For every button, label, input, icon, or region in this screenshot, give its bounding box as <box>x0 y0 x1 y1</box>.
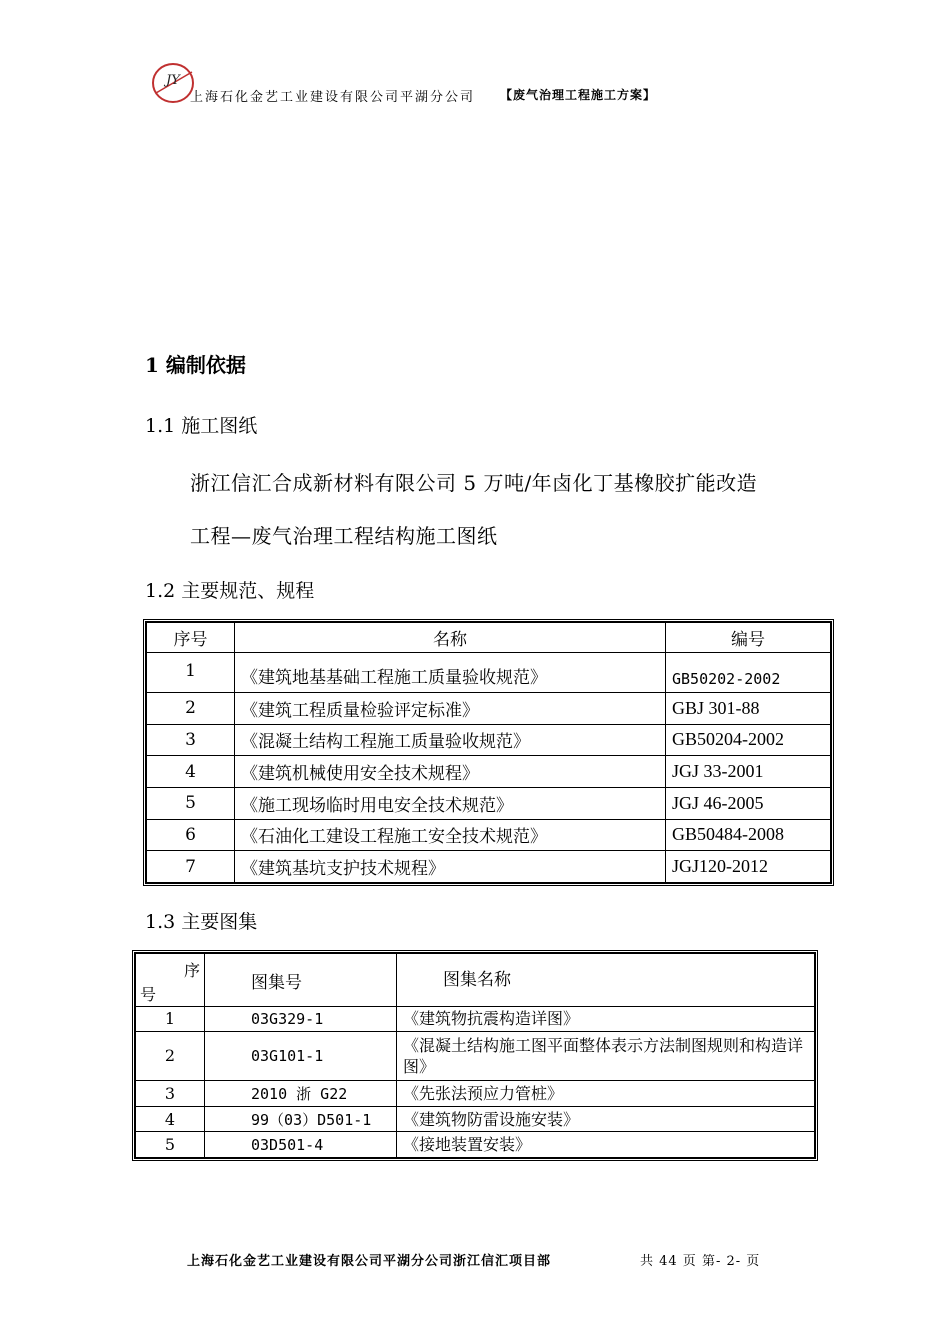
row-code: GB50484-2008 <box>666 819 831 851</box>
table-row <box>147 787 831 819</box>
table-row <box>147 724 831 756</box>
table-header-row <box>136 954 815 1007</box>
row-seq: 2 <box>147 693 235 725</box>
row-atlas-name: 《接地装置安装》 <box>397 1132 815 1158</box>
header-doc-title: 【废气治理工程施工方案】 <box>500 88 657 102</box>
row-name: 《建筑工程质量检验评定标准》 <box>235 693 666 725</box>
row-seq: 5 <box>147 787 235 819</box>
row-seq: 4 <box>147 756 235 788</box>
table-row <box>136 1031 815 1081</box>
section-heading: 1 编制依据 <box>145 353 246 377</box>
col-header-name: 名称 <box>235 623 666 653</box>
header-company: 上海石化金艺工业建设有限公司平湖分公司 <box>190 90 476 105</box>
table-row <box>147 693 831 725</box>
table-row <box>136 1081 815 1107</box>
subsection-heading-1-2: 1.2 主要规范、规程 <box>145 580 315 602</box>
row-name: 《混凝土结构工程施工质量验收规范》 <box>235 724 666 756</box>
row-atlas-name: 《先张法预应力管桩》 <box>397 1081 815 1107</box>
row-code: JGJ120-2012 <box>666 851 831 883</box>
subsection-heading-1-3: 1.3 主要图集 <box>145 911 258 933</box>
row-seq: 1 <box>147 653 235 693</box>
row-seq: 5 <box>136 1132 205 1158</box>
row-atlas-no: 99（03）D501-1 <box>205 1106 397 1132</box>
footer-page-number: 共 44 页 第- 2- 页 <box>640 1254 761 1269</box>
row-seq: 6 <box>147 819 235 851</box>
col-header-atlas-name: 图集名称 <box>397 954 815 1007</box>
col-header-atlas-no: 图集号 <box>205 954 397 1007</box>
standards-table <box>143 619 834 886</box>
table-row <box>136 1132 815 1158</box>
table-row <box>136 1106 815 1132</box>
row-atlas-name: 《建筑物防雷设施安装》 <box>397 1106 815 1132</box>
row-atlas-no: 03G101-1 <box>205 1031 397 1081</box>
row-code: JGJ 46-2005 <box>666 787 831 819</box>
row-name: 《建筑基坑支护技术规程》 <box>235 851 666 883</box>
drawing-description-line-1: 浙江信汇合成新材料有限公司 5 万吨/年卤化丁基橡胶扩能改造 <box>190 471 758 495</box>
col-header-seq-part1: 序 <box>183 961 200 981</box>
col-header-seq-part2: 号 <box>140 985 157 1005</box>
row-name: 《建筑地基基础工程施工质量验收规范》 <box>235 653 666 693</box>
row-seq: 1 <box>136 1007 205 1031</box>
row-code: JGJ 33-2001 <box>666 756 831 788</box>
footer-company: 上海石化金艺工业建设有限公司平湖分公司浙江信汇项目部 <box>187 1254 552 1269</box>
row-atlas-no: 03G329-1 <box>205 1007 397 1031</box>
row-atlas-name: 《混凝土结构施工图平面整体表示方法制图规则和构造详图》 <box>397 1031 815 1081</box>
row-seq: 3 <box>136 1081 205 1107</box>
table-row <box>136 1007 815 1031</box>
logo-text: JY <box>166 73 180 88</box>
table-row <box>147 653 831 693</box>
row-name: 《石油化工建设工程施工安全技术规范》 <box>235 819 666 851</box>
row-name: 《建筑机械使用安全技术规程》 <box>235 756 666 788</box>
row-code: GB50204-2002 <box>666 724 831 756</box>
row-seq: 7 <box>147 851 235 883</box>
col-header-seq <box>136 954 205 1007</box>
row-code: GB50202-2002 <box>666 653 831 693</box>
row-atlas-no: 03D501-4 <box>205 1132 397 1158</box>
col-header-seq: 序号 <box>147 623 235 653</box>
row-name: 《施工现场临时用电安全技术规范》 <box>235 787 666 819</box>
row-seq: 2 <box>136 1031 205 1081</box>
row-code: GBJ 301-88 <box>666 693 831 725</box>
table-row <box>147 819 831 851</box>
table-row <box>147 851 831 883</box>
col-header-code: 编号 <box>666 623 831 653</box>
row-seq: 4 <box>136 1106 205 1132</box>
row-atlas-no: 2010 浙 G22 <box>205 1081 397 1107</box>
row-seq: 3 <box>147 724 235 756</box>
drawing-description-line-2: 工程—废气治理工程结构施工图纸 <box>190 524 498 548</box>
row-atlas-name: 《建筑物抗震构造详图》 <box>397 1007 815 1031</box>
atlas-table <box>132 950 818 1161</box>
table-header-row <box>147 623 831 653</box>
table-row <box>147 756 831 788</box>
subsection-heading-1-1: 1.1 施工图纸 <box>145 415 258 437</box>
